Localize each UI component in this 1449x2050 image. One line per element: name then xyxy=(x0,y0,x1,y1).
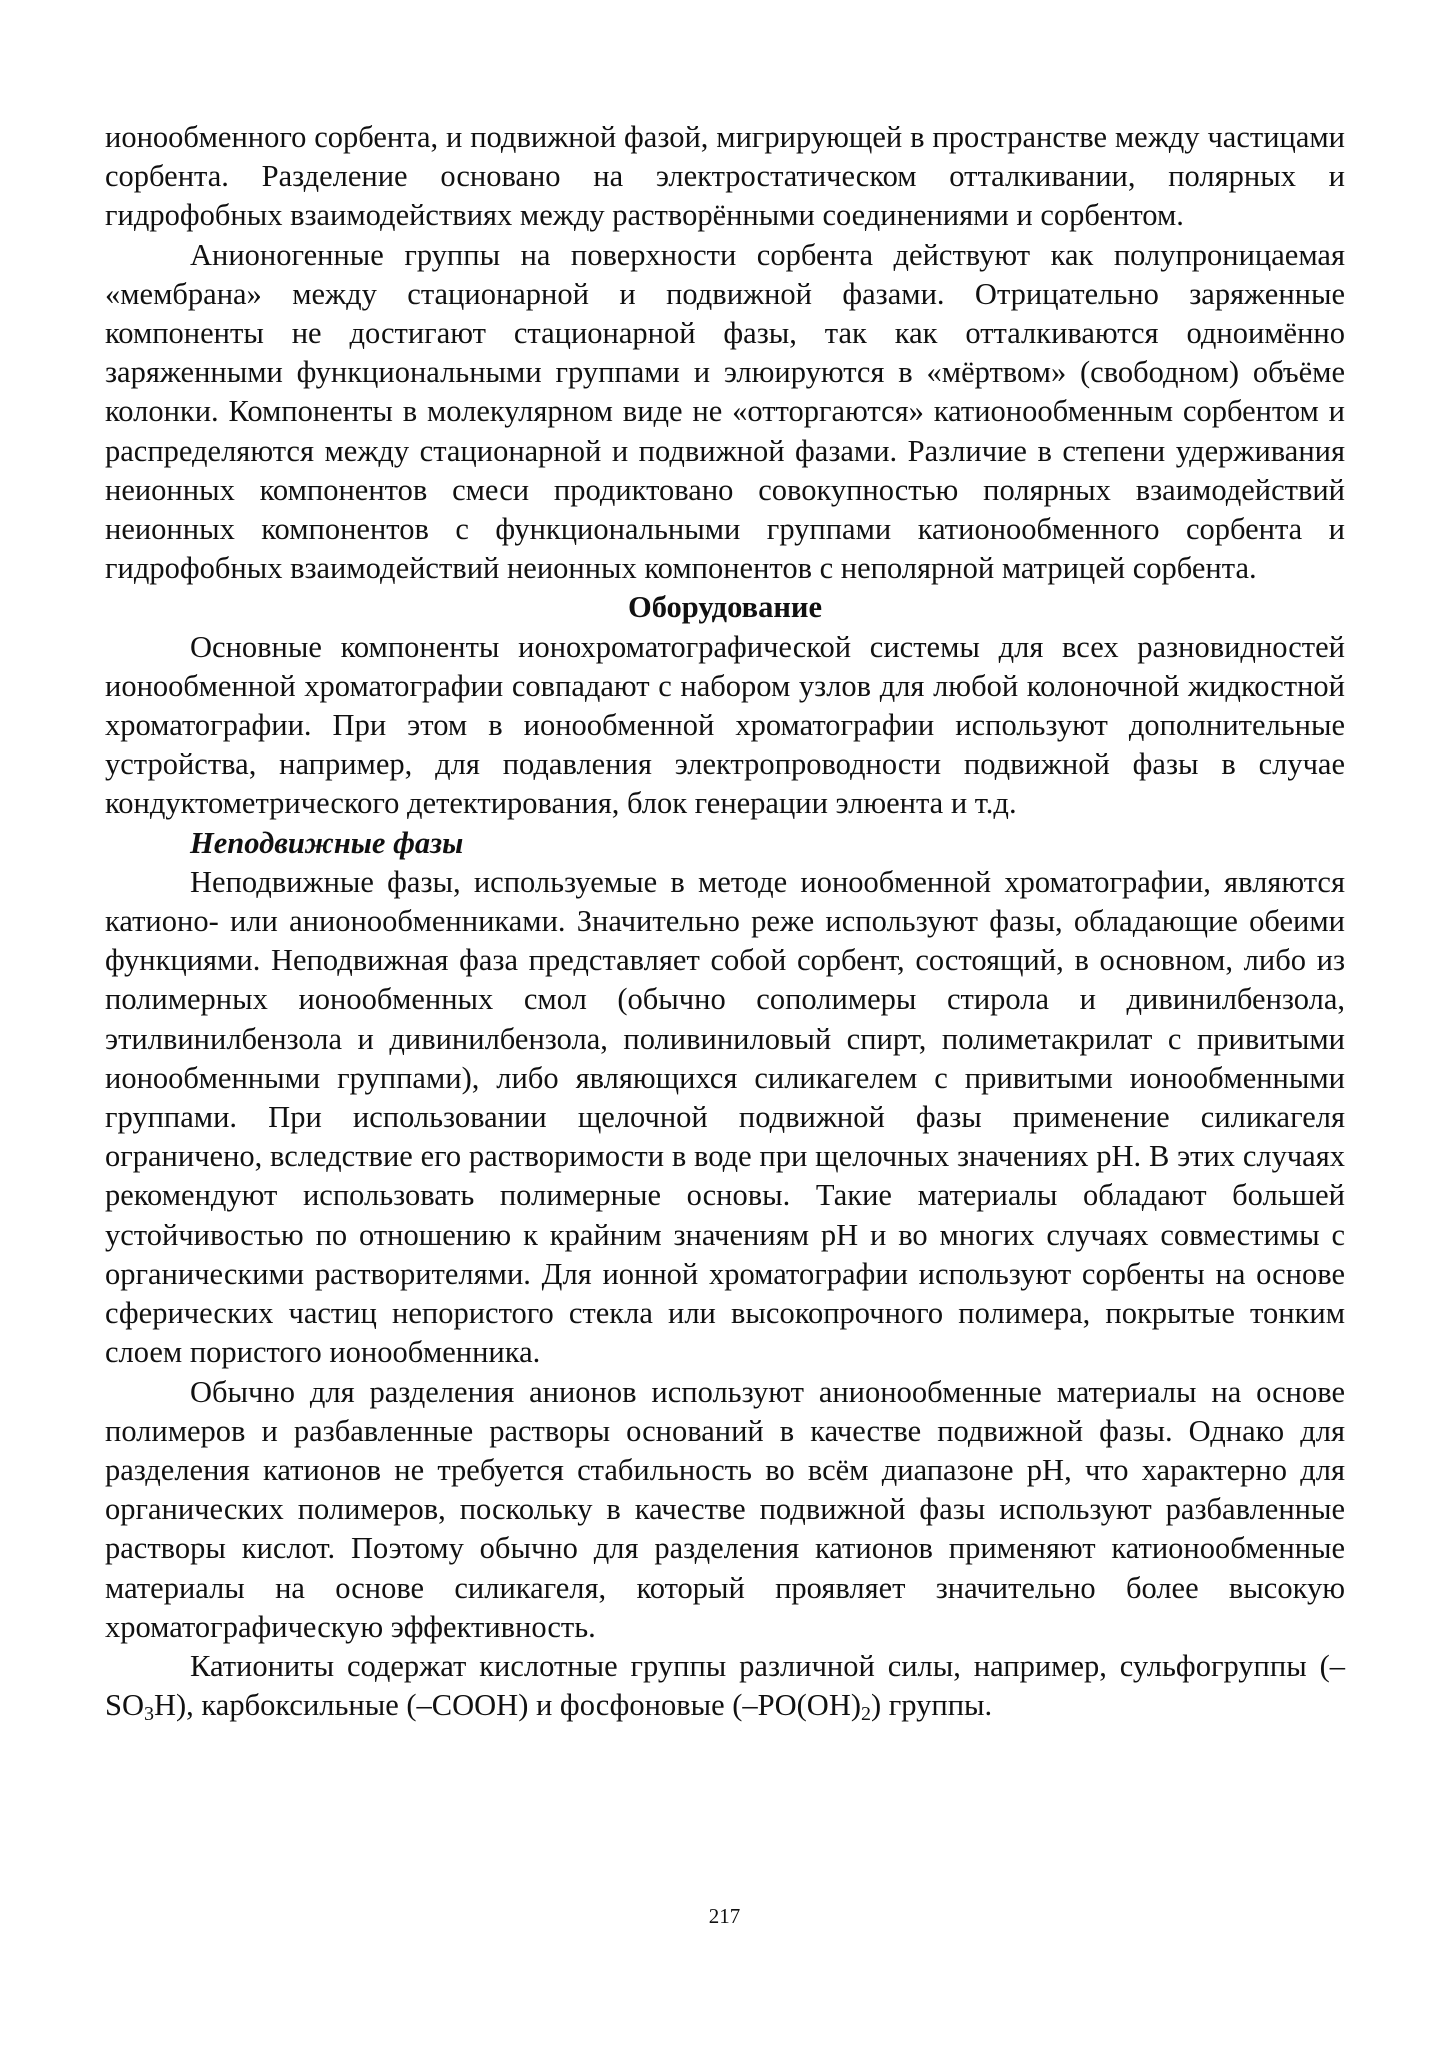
cationites-text-part1: Катиониты содержат кислотные группы различной силы, например, сульфогруппы (–SO xyxy=(105,1648,1345,1723)
paragraph-anionic-groups: Анионогенные группы на поверхности сорбента действуют как полупроницаемая «мембрана» между стационарной и подвижной фазами. Отрицательно заряженные компоненты не достигают стационарной фазы, так как отталкиваются одноимённо заряженными функциональными группами и элюируются в «мёртвом» (свободном) объёме колонки. Компоненты в молекулярном виде не «отторгаются» катионообменным сорбентом и распределяются между стационарной и подвижной фазами. Различие в степени удерживания неионных компонентов смеси продиктовано совокупностью полярных взаимодействий неионных компонентов с функциональными группами катионообменного сорбента и гидрофобных взаимодействий неионных компонентов с неполярной матрицей сорбента. xyxy=(105,237,1345,586)
subscript-3: 3 xyxy=(144,1703,154,1726)
page-number: 217 xyxy=(708,1904,741,1928)
cationites-text-part3: ) группы. xyxy=(871,1688,993,1723)
paragraph-stationary-phases: Неподвижные фазы, используемые в методе ионообменной хроматографии, являются катионо- или анионообменниками. Значительно реже используют фазы, обладающие обеими функциями. Неподвижная фаза представляет собой сорбент, состоящий, в основном, либо из полимерных ионообменных смол (обычно сополимеры стирола и дивинилбензола, этилвинилбензола и дивинилбензола, поливиниловый спирт, полиметакрилат с привитыми ионообменными группами), либо являющихся силикагелем с привитыми ионообменными группами. При использовании щелочной подвижной фазы применение силикагеля ограничено, вследствие его растворимости в воде при щелочных значениях pH. В этих случаях рекомендуют использовать полимерные основы. Такие материалы обладают большей устойчивостью по отношению к крайним значениям pH и во многих случаях совместимы с органическими растворителями. Для ионной хроматографии используют сорбенты на основе сферических частиц непористого стекла или высокопрочного полимера, покрытые тонким слоем пористого ионообменника. xyxy=(105,864,1345,1370)
paragraph-cationites xyxy=(105,1647,1345,1725)
paragraph-anion-separation: Обычно для разделения анионов используют анионообменные материалы на основе полимеров и разбавленные растворы оснований в качестве подвижной фазы. Однако для разделения катионов не требуется стабильность во всём диапазоне pH, что характерно для органических полимеров, поскольку в качестве подвижной фазы используют разбавленные растворы кислот. Поэтому обычно для разделения катионов применяют катионообменные материалы на основе силикагеля, который проявляет значительно более высокую хроматографическую эффективность. xyxy=(105,1374,1345,1644)
subscript-2: 2 xyxy=(861,1703,872,1726)
heading-stationary-phases: Неподвижные фазы xyxy=(190,825,464,860)
paragraph-continuation: ионообменного сорбента, и подвижной фазой, мигрирующей в пространстве между частицами сорбента. Разделение основано на электростатическом отталкивании, полярных и гидрофобных взаимодействиях между растворёнными соединениями и сорбентом. xyxy=(105,120,1345,233)
cationites-text-part2: H), карбоксильные (–COOH) и фосфоновые (–PO(OH) xyxy=(154,1688,862,1723)
heading-equipment: Оборудование xyxy=(627,590,823,625)
document-page xyxy=(105,118,1345,1725)
paragraph-equipment: Основные компоненты ионохроматографической системы для всех разновидностей ионообменной хроматографии совпадают с набором узлов для любой колоночной жидкостной хроматографии. При этом в ионообменной хроматографии используют дополнительные устройства, например, для подавления электропроводности подвижной фазы в случае кондуктометрического детектирования, блок генерации элюента и т.д. xyxy=(105,629,1345,821)
